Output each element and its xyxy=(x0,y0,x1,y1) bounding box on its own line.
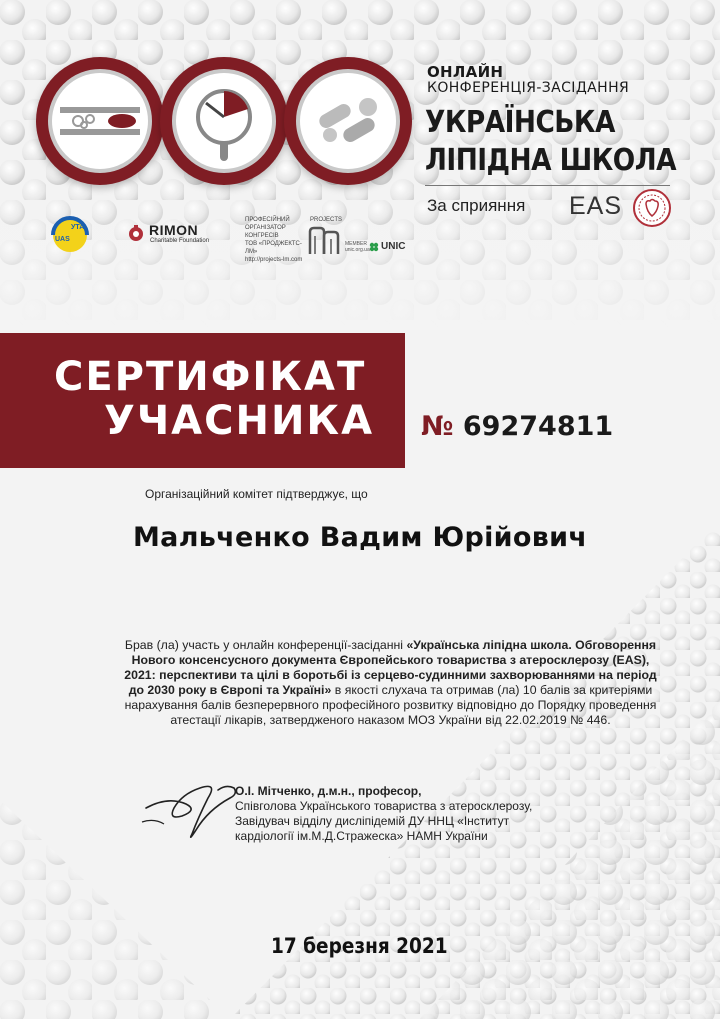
pills-icon xyxy=(284,57,412,185)
participation-text xyxy=(118,638,663,728)
member-label: MEMBER xyxy=(345,241,367,247)
eas-logo-text: EAS xyxy=(569,192,623,220)
rimon-subtitle: Charitable Foundation xyxy=(150,238,210,244)
organizer-line: ТОВ «ПРОДЖЕКТС-ЛМ» xyxy=(245,241,302,255)
organizer-line: КОНГРЕСІВ xyxy=(245,233,279,239)
conference-type: КОНФЕРЕНЦІЯ-ЗАСІДАННЯ xyxy=(427,80,630,96)
conference-title xyxy=(425,104,676,180)
rimon-pomegranate-icon xyxy=(127,224,145,242)
certificate-title-line2: УЧАСНИКА xyxy=(104,398,375,444)
organizer-text xyxy=(245,216,307,264)
blood-vessel-badge xyxy=(36,57,164,185)
organizer-line: ПРОФЕСІЙНИЙ xyxy=(245,217,290,223)
certificate-date: 17 березня 2021 xyxy=(271,934,448,958)
uta-label: УТА xyxy=(71,224,85,231)
header-divider xyxy=(425,185,670,186)
blood-vessel-icon xyxy=(36,57,164,185)
signature xyxy=(138,768,248,842)
participation-outro: в якості слухача та отримав (ла) 10 балів за критеріями нарахування балів безперервного професійного розвитку відповідно до Порядку проведення атестації лікарів, затвердженого наказом МОЗ України від 22.02.2019 № 446. xyxy=(124,683,657,727)
unic-label: UNIC xyxy=(381,241,406,252)
signer-title-line: кардіології ім.М.Д.Стражеска» НАМН України xyxy=(235,829,488,843)
pressure-gauge-badge xyxy=(160,57,288,185)
pressure-gauge-icon xyxy=(160,57,288,185)
pills-badge xyxy=(284,57,412,185)
unic-icon xyxy=(368,241,380,253)
rimon-name: RIMON xyxy=(149,222,199,238)
projects-label: PROJECTS xyxy=(310,217,343,223)
uas-label: UAS xyxy=(55,236,70,243)
signer-name: О.І. Мітченко, д.м.н., професор, xyxy=(235,784,422,798)
support-label: За сприяння xyxy=(427,196,526,215)
eas-seal-icon xyxy=(632,188,672,228)
conference-title-line2: ЛІПІДНА ШКОЛА xyxy=(425,143,677,178)
confirmation-text: Організаційний комітет підтверджує, що xyxy=(145,487,368,501)
certificate-title-line1: СЕРТИФІКАТ xyxy=(54,354,367,400)
recipient-name: Мальченко Вадим Юрійович xyxy=(133,522,588,553)
organizer-line: http://projects-lm.com xyxy=(245,257,303,263)
signer-block xyxy=(235,784,532,844)
signer-title-line: Завідувач відділу дисліпідемій ДУ ННЦ «Інститут xyxy=(235,814,510,828)
projects-logo-icon xyxy=(306,224,346,258)
certificate-number xyxy=(421,411,613,442)
participation-intro: Брав (ла) участь у онлайн конференції-засіданні xyxy=(124,638,407,652)
conference-title-line1: УКРАЇНСЬКА xyxy=(425,105,615,140)
conference-format: ОНЛАЙН xyxy=(427,63,504,81)
member-site: unic.org.ua xyxy=(345,247,370,253)
certificate-number-value: 69274811 xyxy=(462,411,614,442)
uas-logo-icon xyxy=(48,215,92,255)
signer-title-line: Співголова Українського товариства з атеросклерозу, xyxy=(235,799,533,813)
number-sign: № xyxy=(421,411,454,442)
event-title: «Українська ліпідна школа. Обговорення Нового консенсусного документа Європейського товариства з атеросклерозу (EAS), 2021: перспективи та цілі в боротьбі із серцево-судинними захворюваннями на період до 2030 року в Європі та Україні» xyxy=(124,638,657,697)
member-text xyxy=(345,241,370,253)
organizer-line: ОРГАНІЗАТОР xyxy=(245,225,286,231)
